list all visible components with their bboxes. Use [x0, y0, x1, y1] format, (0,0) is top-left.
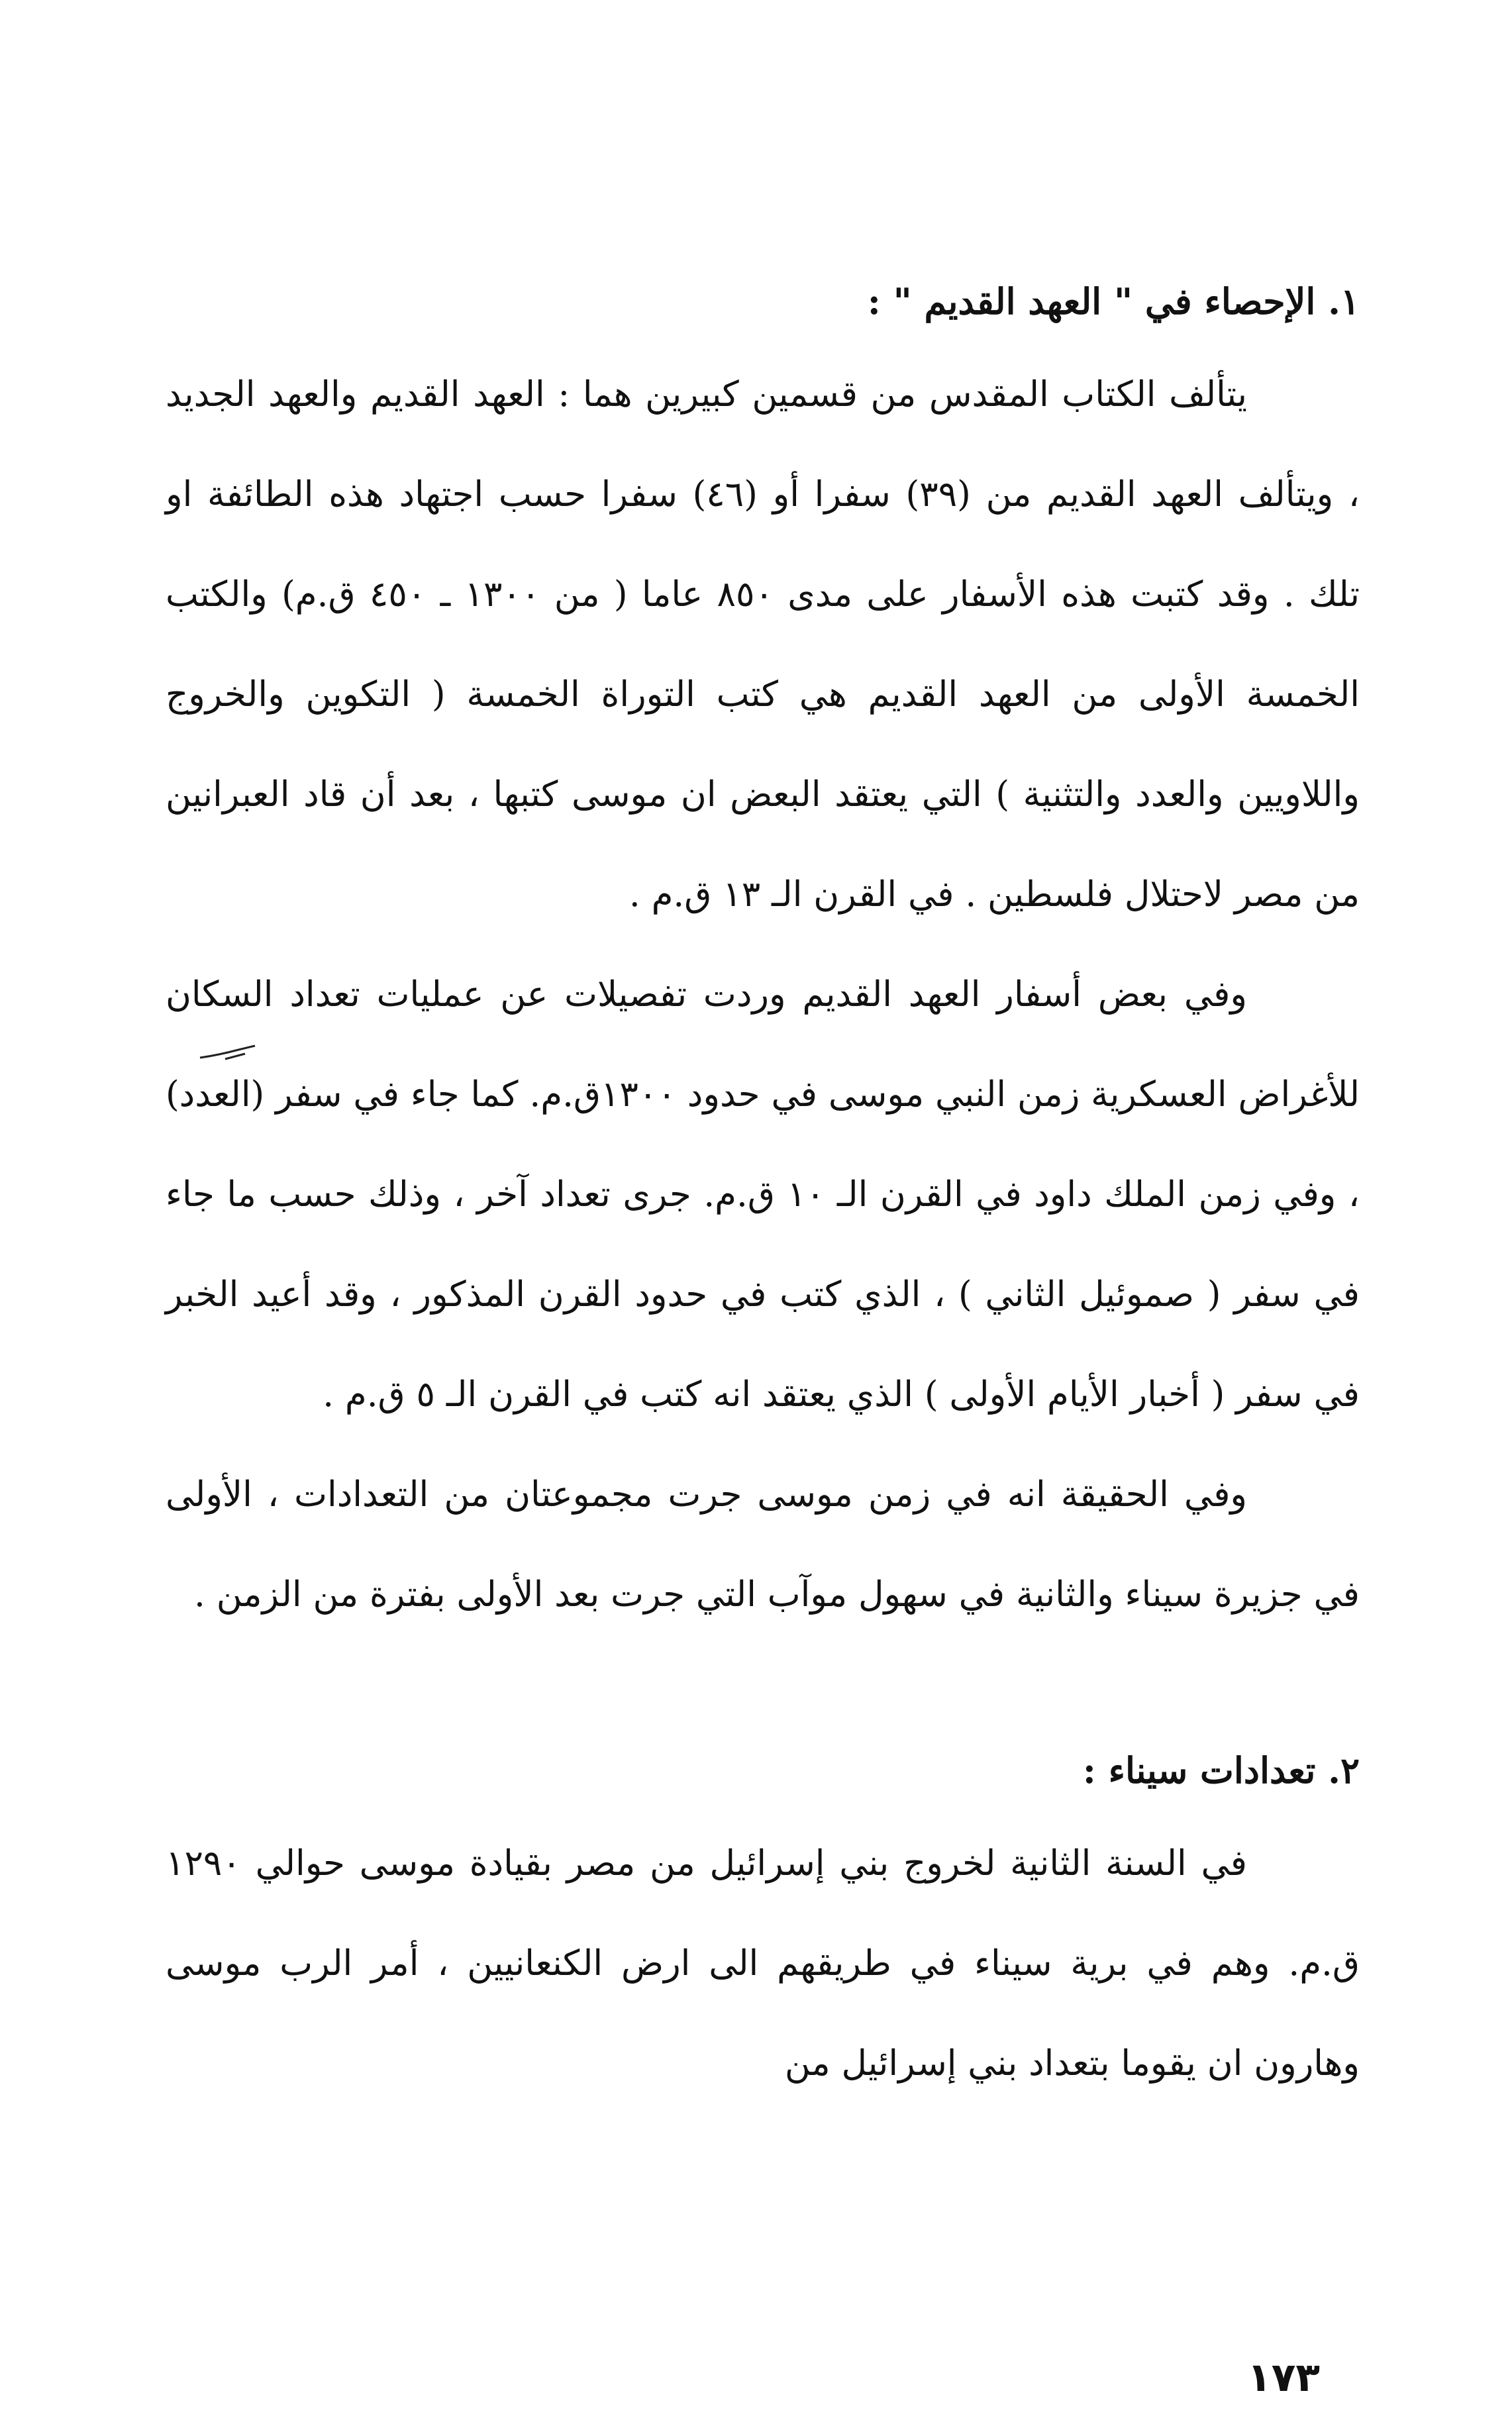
section-2-heading: ٢. تعدادات سيناء : — [1082, 1749, 1360, 1792]
paragraph: وفي الحقيقة انه في زمن موسى جرت مجموعتان من التعدادات ، الأولى في جزيرة سيناء والثانية في سهول موآب التي جرت بعد الأولى بفترة من الزمن . — [166, 1474, 1360, 1615]
page-body — [166, 258, 1360, 2113]
page-number: ١٧٣ — [1247, 2354, 1320, 2401]
section-divider-space — [166, 1645, 1360, 1727]
paragraph: وفي بعض أسفار العهد القديم وردت تفصيلات عن عمليات تعداد السكان للأغراض العسكرية زمن النبي موسى في حدود ١٣٠٠ق.م. كما جاء في سفر (العدد) ، وفي زمن الملك داود في القرن الـ ١٠ ق.م. جرى تعداد آخر ، وذلك حسب ما جاء في سفر ( صموئيل الثاني ) ، الذي كتب في حدود القرن المذكور ، وقد أعيد الخبر في سفر ( أخبار الأيام الأولى ) الذي يعتقد انه كتب في القرن الـ ٥ ق.م . — [166, 974, 1360, 1415]
paragraph: يتألف الكتاب المقدس من قسمين كبيرين هما : العهد القديم والعهد الجديد ، ويتألف العهد القديم من (٣٩) سفرا أو (٤٦) سفرا حسب اجتهاد هذه الطائفة او تلك . وقد كتبت هذه الأسفار على مدى ٨٥٠ عاما ( من ١٣٠٠ ـ ٤٥٠ ق.م) والكتب الخمسة الأولى من العهد القديم هي كتب التوراة الخمسة ( التكوين والخروج واللاويين والعدد والتثنية ) التي يعتقد البعض ان موسى كتبها ، بعد أن قاد العبرانين من مصر لاحتلال فلسطين . في القرن الـ ١٣ ق.م . — [166, 374, 1360, 915]
pen-mark-icon — [199, 1043, 258, 1062]
paragraph: في السنة الثانية لخروج بني إسرائيل من مصر بقيادة موسى حوالي ١٢٩٠ ق.م. وهم في برية سيناء في طريقهم الى ارض الكنعانيين ، أمر الرب موسى وهارون ان يقوما بتعداد بني إسرائيل من — [166, 1843, 1360, 2084]
section-1-heading: ١. الإحصاء في " العهد القديم " : — [867, 280, 1360, 323]
